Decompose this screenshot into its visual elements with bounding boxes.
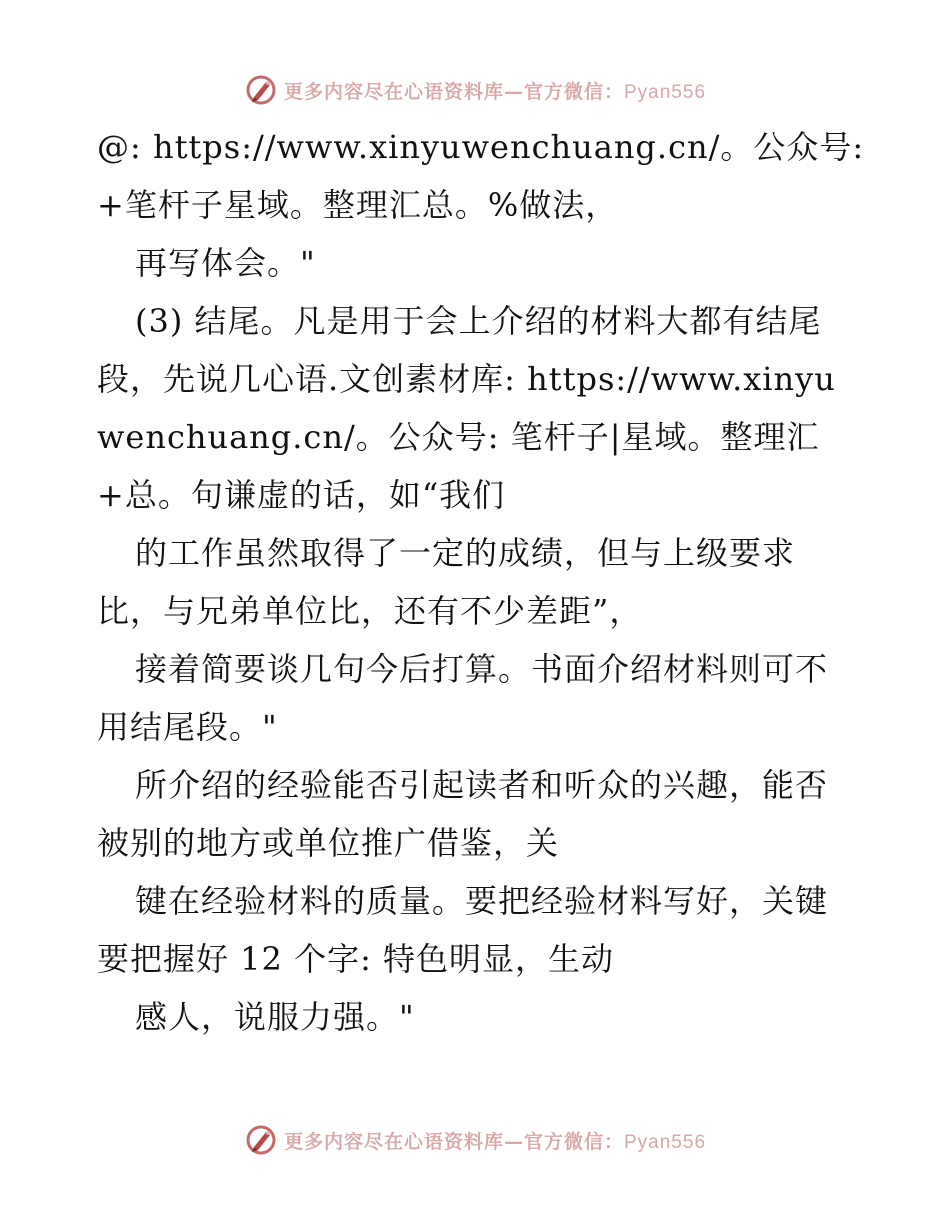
text-line-11: 用结尾段。" bbox=[97, 708, 278, 746]
header-banner-text bbox=[284, 77, 706, 104]
document-body bbox=[97, 118, 865, 1046]
header-banner-content bbox=[244, 73, 706, 107]
text-line-6: wenchuang.cn/。公众号: 笔杆子|星域。整理汇 bbox=[97, 418, 820, 456]
footer-banner-text bbox=[284, 1127, 706, 1154]
text-line-7: +总。句谦虚的话，如“我们 bbox=[97, 476, 506, 514]
text-line-14: 键在经验材料的质量。要把经验材料写好，关键 bbox=[135, 882, 829, 920]
text-line-12: 所介绍的经验能否引起读者和听众的兴趣，能否 bbox=[135, 766, 829, 804]
text-line-3: 再写体会。" bbox=[135, 244, 316, 282]
text-line-16: 感人，说服力强。" bbox=[135, 998, 415, 1036]
footer-banner bbox=[0, 1120, 950, 1160]
header-banner bbox=[0, 70, 950, 110]
text-line-8: 的工作虽然取得了一定的成绩，但与上级要求 bbox=[135, 534, 796, 572]
text-line-10: 接着简要谈几句今后打算。书面介绍材料则可不 bbox=[135, 650, 829, 688]
pen-logo-icon bbox=[244, 1123, 278, 1157]
header-banner-label: 更多内容尽在心语资料库—官方微信： bbox=[283, 80, 624, 103]
text-line-4: (3) 结尾。凡是用于会上介绍的材料大都有结尾 bbox=[135, 302, 822, 340]
footer-banner-content bbox=[244, 1123, 706, 1157]
text-line-15: 要把握好 12 个字: 特色明显，生动 bbox=[97, 940, 615, 978]
header-banner-wechat-id: Pyan556 bbox=[624, 81, 707, 103]
pen-logo-icon bbox=[244, 73, 278, 107]
text-line-5: 段，先说几心语.文创素材库: https://www.xinyu bbox=[97, 360, 836, 398]
text-line-9: 比，与兄弟单位比，还有不少差距”， bbox=[97, 592, 643, 630]
text-line-1: @: https://www.xinyuwenchuang.cn/。公众号: bbox=[97, 128, 865, 166]
text-line-13: 被别的地方或单位推广借鉴，关 bbox=[97, 824, 560, 862]
footer-banner-wechat-id: Pyan556 bbox=[624, 1131, 707, 1153]
footer-banner-label: 更多内容尽在心语资料库—官方微信： bbox=[283, 1130, 624, 1153]
text-line-2: +笔杆子星域。整理汇总。%做法， bbox=[97, 186, 619, 224]
